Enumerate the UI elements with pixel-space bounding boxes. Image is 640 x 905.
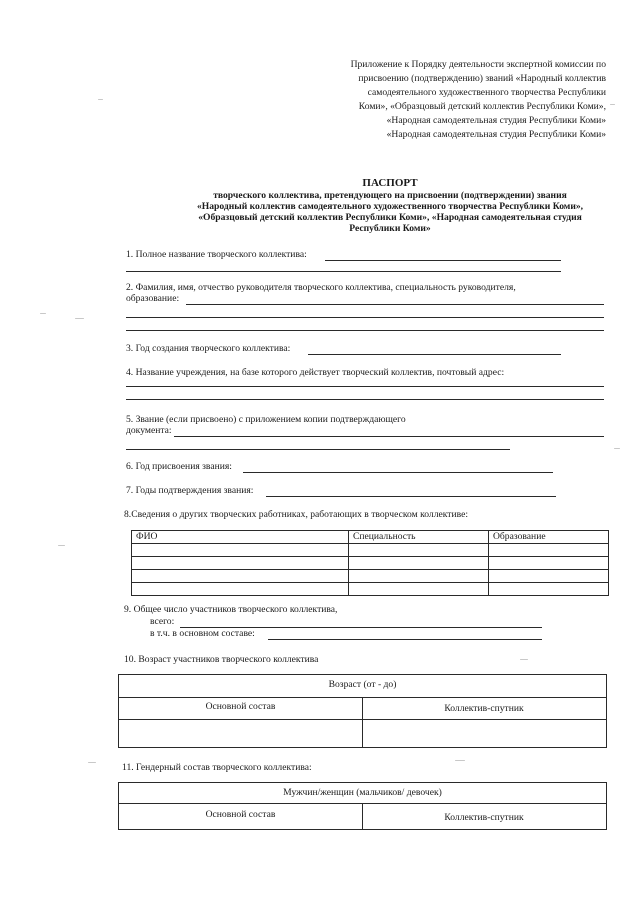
- staff-header-education: Образование: [489, 531, 609, 544]
- field-label-collective-name: 1. Полное название творческого коллектива:: [126, 249, 307, 260]
- scan-speck: [75, 318, 84, 319]
- field-label-confirm-years: 7. Годы подтверждения звания:: [126, 485, 254, 496]
- institution-line-2[interactable]: [126, 399, 604, 400]
- annex-line: присвоению (подтверждению) званий «Народный коллектив: [358, 73, 606, 84]
- field-label-age: 10. Возраст участников творческого коллектива: [124, 654, 319, 665]
- age-table-header: Возраст (от - до): [328, 679, 397, 690]
- field-label-main-composition: в т.ч. в основном составе:: [150, 628, 255, 639]
- collective-name-line[interactable]: [325, 260, 561, 261]
- gender-table-header: Мужчин/женщин (мальчиков/ девочек): [283, 787, 442, 798]
- table-row[interactable]: [132, 544, 609, 557]
- field-label-total: всего:: [150, 616, 175, 627]
- field-label-award-year: 6. Год присвоения звания:: [126, 461, 232, 472]
- field-label-title-held: 5. Звание (если присвоено) с приложением копии подтверждающего: [126, 414, 406, 425]
- scan-speck: [58, 545, 65, 546]
- table-row[interactable]: [132, 557, 609, 570]
- title-heading: ПАСПОРТ: [362, 177, 418, 189]
- scan-speck: [88, 762, 96, 763]
- field-label-participants: 9. Общее число участников творческого коллектива,: [124, 604, 338, 615]
- collective-name-line-2[interactable]: [126, 271, 561, 272]
- annex-note: [300, 58, 606, 142]
- scan-speck: [610, 104, 615, 105]
- gender-table: [118, 782, 607, 830]
- founding-year-line[interactable]: [308, 354, 561, 355]
- field-label-founding-year: 3. Год создания творческого коллектива:: [126, 343, 291, 354]
- field-label-director: 2. Фамилия, имя, отчество руководителя творческого коллектива, специальность руководителя,: [126, 282, 516, 293]
- director-line-2[interactable]: [126, 317, 604, 318]
- staff-header-specialty: Специальность: [349, 531, 489, 544]
- age-col-satellite: Коллектив-спутник: [444, 703, 524, 714]
- annex-line: Коми», «Образцовый детский коллектив Республики Коми»,: [358, 101, 606, 112]
- field-label-gender: 11. Гендерный состав творческого коллектива:: [122, 762, 312, 773]
- director-line[interactable]: [186, 304, 604, 305]
- confirm-years-line[interactable]: [266, 496, 556, 497]
- table-row[interactable]: [132, 570, 609, 583]
- field-label-staff: 8.Сведения о других творческих работниках, работающих в творческом коллективе:: [124, 509, 469, 520]
- scan-speck: [520, 659, 528, 660]
- institution-line[interactable]: [126, 386, 604, 387]
- table-row[interactable]: [132, 583, 609, 596]
- title-held-line-2[interactable]: [126, 449, 510, 450]
- age-main-input[interactable]: [119, 720, 362, 746]
- annex-line: самодеятельного художественного творчества Республики: [367, 87, 606, 98]
- field-label-document: документа:: [126, 425, 172, 436]
- title-line: творческого коллектива, претендующего на присвоении (подтверждении) звания: [213, 190, 567, 201]
- award-year-line[interactable]: [243, 472, 553, 473]
- staff-header-name: ФИО: [132, 531, 349, 544]
- field-label-institution: 4. Название учреждения, на базе которого действует творческий коллектив, почтовый адрес:: [126, 367, 505, 378]
- gender-col-main: Основной состав: [205, 809, 276, 820]
- annex-line: Приложение к Порядку деятельности экспертной комиссии по: [350, 59, 606, 70]
- field-label-education: образование:: [126, 293, 180, 304]
- annex-line: «Народная самодеятельная студия Республики Коми»: [386, 129, 606, 140]
- scan-speck: [455, 760, 465, 761]
- document-title: [180, 176, 600, 234]
- title-line: Республики Коми»: [349, 223, 431, 234]
- age-col-main: Основной состав: [205, 701, 276, 712]
- title-held-line[interactable]: [174, 436, 604, 437]
- gender-col-satellite: Коллектив-спутник: [444, 812, 524, 823]
- main-composition-line[interactable]: [268, 639, 542, 640]
- title-line: «Народный коллектив самодеятельного художественного творчества Республики Коми»,: [196, 201, 584, 212]
- age-table: [118, 674, 607, 748]
- title-line: «Образцовый детский коллектив Республики Коми», «Народная самодеятельная студия: [198, 212, 582, 223]
- staff-table: [131, 530, 609, 596]
- scan-speck: [98, 99, 103, 100]
- director-line-3[interactable]: [126, 330, 604, 331]
- scan-speck: [40, 313, 46, 314]
- scan-speck: [614, 448, 620, 449]
- age-satellite-input[interactable]: [362, 720, 606, 746]
- annex-line: «Народная самодеятельная студия Республики Коми»: [386, 115, 606, 126]
